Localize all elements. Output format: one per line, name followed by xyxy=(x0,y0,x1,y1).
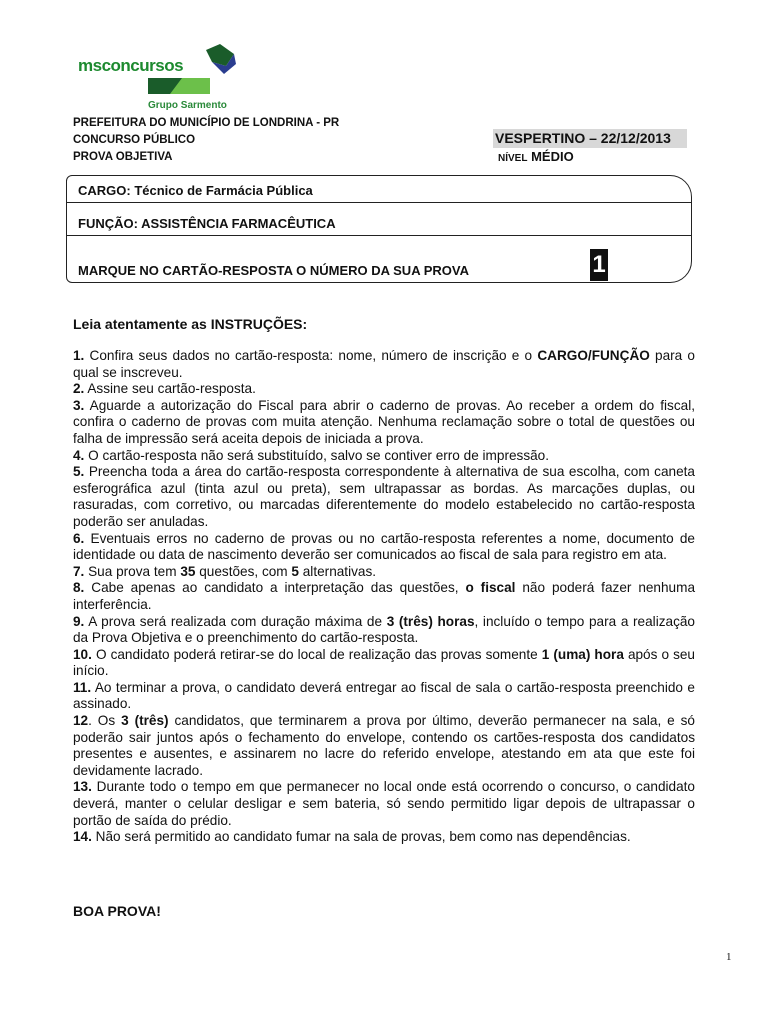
msconcursos-logo xyxy=(78,42,238,116)
instruction-text: 5 xyxy=(291,563,299,579)
instruction-number: 2. xyxy=(73,381,85,397)
instruction-text: Confira seus dados no cartão-resposta: nome, número de inscrição e o xyxy=(84,348,538,363)
instruction-text: questões, com xyxy=(195,563,292,579)
marque-instruction: MARQUE NO CARTÃO-RESPOSTA O NÚMERO DA SUA PROVA xyxy=(78,263,469,278)
instruction-item xyxy=(73,398,695,448)
instruction-text: CARGO/FUNÇÃO xyxy=(537,348,650,363)
instruction-item xyxy=(73,381,695,398)
instruction-number: 9. xyxy=(73,613,85,629)
instruction-item xyxy=(73,713,695,779)
instruction-item xyxy=(73,580,695,613)
instruction-number: 1. xyxy=(73,348,85,363)
level-prefix: NÍVEL xyxy=(498,153,528,164)
instruction-item xyxy=(73,779,695,829)
instruction-text: Sua prova tem xyxy=(84,563,181,579)
funcao-label: FUNÇÃO: ASSISTÊNCIA FARMACÊUTICA xyxy=(78,216,336,231)
level-value: MÉDIO xyxy=(531,149,574,164)
closing-text: BOA PROVA! xyxy=(73,903,161,919)
instruction-number: 5. xyxy=(73,464,85,480)
instruction-item xyxy=(73,448,695,465)
instruction-number: 8. xyxy=(73,580,85,596)
instruction-text: Ao terminar a prova, o candidato deverá entregar ao fiscal de sala o cartão-resposta preenchido e assinado. xyxy=(73,679,695,712)
instruction-number: 4. xyxy=(73,447,85,463)
instruction-text: Preencha toda a área do cartão-resposta correspondente à alternativa de sua escolha, com caneta esferográfica azul (tinta azul ou preta), sem ultrapassar as bordas. As marcações duplas, ou rasuradas, com corretivo, ou marcadas diferentemente do modelo estabelecido no cartão-resposta poderão ser anuladas. xyxy=(73,464,695,529)
level-label xyxy=(498,149,574,164)
shift-date: VESPERTINO – 22/12/2013 xyxy=(493,129,687,148)
instruction-item xyxy=(73,680,695,713)
instruction-item xyxy=(73,348,695,381)
instruction-number: 3. xyxy=(73,397,85,413)
instruction-item xyxy=(73,614,695,647)
instruction-text: Eventuais erros no caderno de provas ou no cartão-resposta referentes a nome, documento de identidade ou data de nascimento deverão ser comunicados ao fiscal de sala para registro em ata. xyxy=(73,530,695,563)
instruction-text: após o seu início. xyxy=(73,646,695,679)
logo-subtitle: Grupo Sarmento xyxy=(148,100,227,111)
instruction-number: 7. xyxy=(73,563,85,579)
instruction-item xyxy=(73,564,695,581)
instruction-number: 13. xyxy=(73,779,92,795)
instruction-text: . Os xyxy=(88,713,122,729)
box-divider xyxy=(67,235,691,236)
instruction-text: o fiscal xyxy=(465,580,516,596)
instruction-number: 14. xyxy=(73,829,92,845)
instruction-number: 11. xyxy=(73,679,92,695)
instruction-text: candidatos, que terminarem a prova por último, deverão permanecer na sala, e só poderão sair juntos após o fechamento do envelope, contendo os cartões-resposta dos candidatos presentes e ausentes, e assinarem no lacre do referido envelope, atestando em ata que este foi devidamente lacrado. xyxy=(73,713,695,778)
header-prova-objetiva: PROVA OBJETIVA xyxy=(73,151,173,163)
header-concurso: CONCURSO PÚBLICO xyxy=(73,134,196,146)
instruction-text: não poderá fazer nenhuma interferência. xyxy=(73,580,696,612)
instruction-text: para o qual se inscreveu. xyxy=(73,348,695,380)
instruction-item xyxy=(73,829,695,846)
instruction-text: Cabe apenas ao candidato a interpretação das questões, xyxy=(84,580,466,596)
instructions-list xyxy=(73,348,695,846)
instruction-item xyxy=(73,531,695,564)
instruction-number: 6. xyxy=(73,530,85,546)
header-prefeitura: PREFEITURA DO MUNICÍPIO DE LONDRINA - PR xyxy=(73,117,340,129)
instruction-text: Não será permitido ao candidato fumar na sala de provas, bem como nas dependências. xyxy=(91,829,631,845)
cargo-box xyxy=(66,175,692,283)
logo-wordmark: msconcursos xyxy=(78,56,184,75)
instruction-number: 12 xyxy=(73,713,89,729)
page-number: 1 xyxy=(726,951,732,963)
cargo-label: CARGO: Técnico de Farmácia Pública xyxy=(78,183,313,198)
instruction-text: A prova será realizada com duração máxima de xyxy=(84,613,387,629)
instruction-text: Assine seu cartão-resposta. xyxy=(84,381,256,397)
instruction-text: alternativas. xyxy=(298,563,377,579)
box-divider xyxy=(67,202,691,203)
instruction-item xyxy=(73,464,695,530)
instruction-text: 1 (uma) hora xyxy=(541,646,624,662)
instruction-text: O candidato poderá retirar-se do local de realização das provas somente xyxy=(91,646,542,662)
instruction-number: 10. xyxy=(73,646,92,662)
instruction-item xyxy=(73,647,695,680)
instructions-heading: Leia atentamente as INSTRUÇÕES: xyxy=(73,316,308,332)
instruction-text: 35 xyxy=(180,563,196,579)
instruction-text: 3 (três) xyxy=(121,713,169,729)
instruction-text: , incluído o tempo para a realização da Prova Objetiva e o preenchimento do cartão-resposta. xyxy=(73,613,695,646)
instruction-text: O cartão-resposta não será substituído, salvo se contiver erro de impressão. xyxy=(84,447,550,463)
instruction-text: Aguarde a autorização do Fiscal para abrir o caderno de provas. Ao receber a ordem do fiscal, confira o caderno de provas com muita atenção. Nenhuma reclamação sobre o total de questões ou falha de impressão será aceita depois de iniciada a prova. xyxy=(73,397,695,446)
instruction-text: Durante todo o tempo em que permanecer no local onde está ocorrendo o concurso, o candidato deverá, manter o celular desligar e sem bateria, só sendo permitido ligar depois de ultrapassar o portão de saída do prédio. xyxy=(73,779,695,828)
prova-number-badge: 1 xyxy=(590,249,608,281)
instruction-text: 3 (três) horas xyxy=(386,613,475,629)
